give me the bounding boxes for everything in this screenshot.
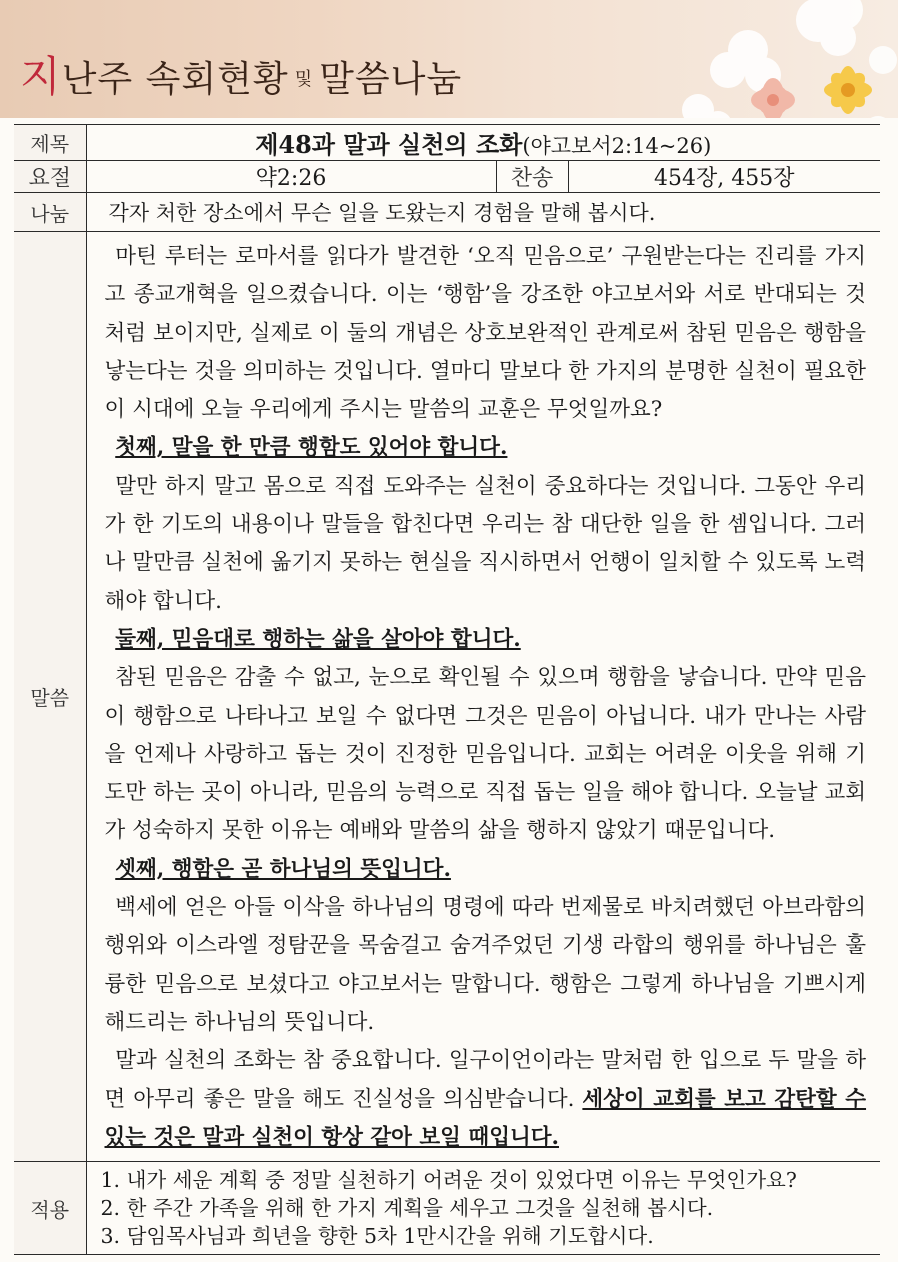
banner-title xyxy=(20,44,462,104)
share-label: 나눔 xyxy=(14,193,86,232)
verse-value: 약2:26 xyxy=(86,161,496,193)
banner-title-conjunction: 및 xyxy=(294,69,314,90)
point2-body: 참된 믿음은 감출 수 없고, 눈으로 확인될 수 있으며 행함을 낳습니다. 만약 믿음이 행함으로 나타나고 보일 수 없다면 그것은 믿음이 아닙니다. 내가 만나는 사람을 언제나 사랑하고 돕는 것이 진정한 믿음입니다. 교회는 어려운 이웃을 위해 기도만 하는 곳이 아니라, 믿음의 능력으로 직접 돕는 일을 해야 합니다. 오늘날 교회가 성숙하지 못한 이유는 예배와 말씀의 삶을 행하지 않았기 때문입니다. xyxy=(104,665,867,844)
closing-text: 말과 실천의 조화는 참 중요합니다. 일구이언이라는 말처럼 한 입으로 두 말을 하면 아무리 좋은 말을 해도 진실성을 의심받습니다. xyxy=(104,1048,867,1112)
verse-label: 요절 xyxy=(14,161,86,193)
sermon-body xyxy=(86,232,880,1162)
lesson-sheet xyxy=(14,124,880,1255)
flower-decoration-icon xyxy=(638,0,898,118)
banner-title-initial: 지 xyxy=(20,52,62,101)
point1-body: 말만 하지 말고 몸으로 직접 도와주는 실천이 중요하다는 것입니다. 그동안 우리가 한 기도의 내용이나 말들을 합친다면 우리는 참 대단한 일을 한 셈입니다. 그러나 말만큼 실천에 옮기지 못하는 현실을 직시하면서 언행이 일치할 수 있도록 노력해야 합니다. xyxy=(104,473,867,614)
banner-title-main: 난주 속회현황 xyxy=(61,59,289,100)
hymn-value: 454장, 455장 xyxy=(568,161,880,193)
header-banner xyxy=(0,0,898,118)
point2-heading: 둘째, 믿음대로 행하는 삶을 살아야 합니다. xyxy=(115,626,521,652)
sermon-row xyxy=(14,232,880,1162)
closing-emphasis: 세상이 교회를 보고 감탄할 수 있는 것은 말과 실천이 항상 같아 보일 때입니다. xyxy=(104,1086,867,1150)
verse-row xyxy=(14,161,880,193)
apply-item: 1. 내가 세운 계획 중 정말 실천하기 어려운 것이 있었다면 이유는 무엇인가요? xyxy=(100,1168,797,1193)
apply-label: 적용 xyxy=(14,1162,86,1255)
lesson-title xyxy=(86,125,880,161)
apply-row xyxy=(14,1162,880,1255)
title-row xyxy=(14,125,880,161)
hymn-label: 찬송 xyxy=(496,161,568,193)
sermon-closing xyxy=(105,1042,867,1157)
title-label: 제목 xyxy=(14,125,86,161)
sermon-intro: 마틴 루터는 로마서를 읽다가 발견한 ‘오직 믿음으로’ 구원받는다는 진리를 가지고 종교개혁을 일으켰습니다. 이는 ‘행함’을 강조한 야고보서와 서로 반대되는 것처럼 보이지만, 실제로 이 둘의 개념은 상호보완적인 관계로써 참된 믿음은 행함을 낳는다는 것을 의미하는 것입니다. 열마디 말보다 한 가지의 분명한 실천이 필요한 이 시대에 오늘 우리에게 주시는 말씀의 교훈은 무엇일까요? xyxy=(104,244,867,423)
point1-heading: 첫째, 말을 한 만큼 행함도 있어야 합니다. xyxy=(115,435,508,461)
apply-list xyxy=(86,1162,880,1255)
lesson-reference: (야고보서2:14~26) xyxy=(522,134,712,158)
apply-item: 3. 담임목사님과 희년을 향한 5차 1만시간을 위해 기도합시다. xyxy=(100,1224,654,1249)
apply-item: 2. 한 주간 가족을 위해 한 가지 계획을 세우고 그것을 실천해 봅시다. xyxy=(100,1196,714,1221)
point3-heading: 셋째, 행함은 곧 하나님의 뜻입니다. xyxy=(115,856,451,882)
share-row xyxy=(14,193,880,232)
lesson-title-text: 제48과 말과 실천의 조화 xyxy=(255,130,523,159)
banner-title-end: 말씀나눔 xyxy=(319,59,463,100)
point3-body: 백세에 얻은 아들 이삭을 하나님의 명령에 따라 번제물로 바치려했던 아브라함의 행위와 이스라엘 정탐꾼을 목숨걸고 숨겨주었던 기생 라합의 행위를 하나님은 훌륭한 믿음으로 보셨다고 야고보서는 말합니다. 행함은 그렇게 하나님을 기쁘시게 해드리는 하나님의 뜻입니다. xyxy=(104,895,867,1035)
share-question: 각자 처한 장소에서 무슨 일을 도왔는지 경험을 말해 봅시다. xyxy=(86,193,880,232)
sermon-label: 말씀 xyxy=(14,232,86,1162)
